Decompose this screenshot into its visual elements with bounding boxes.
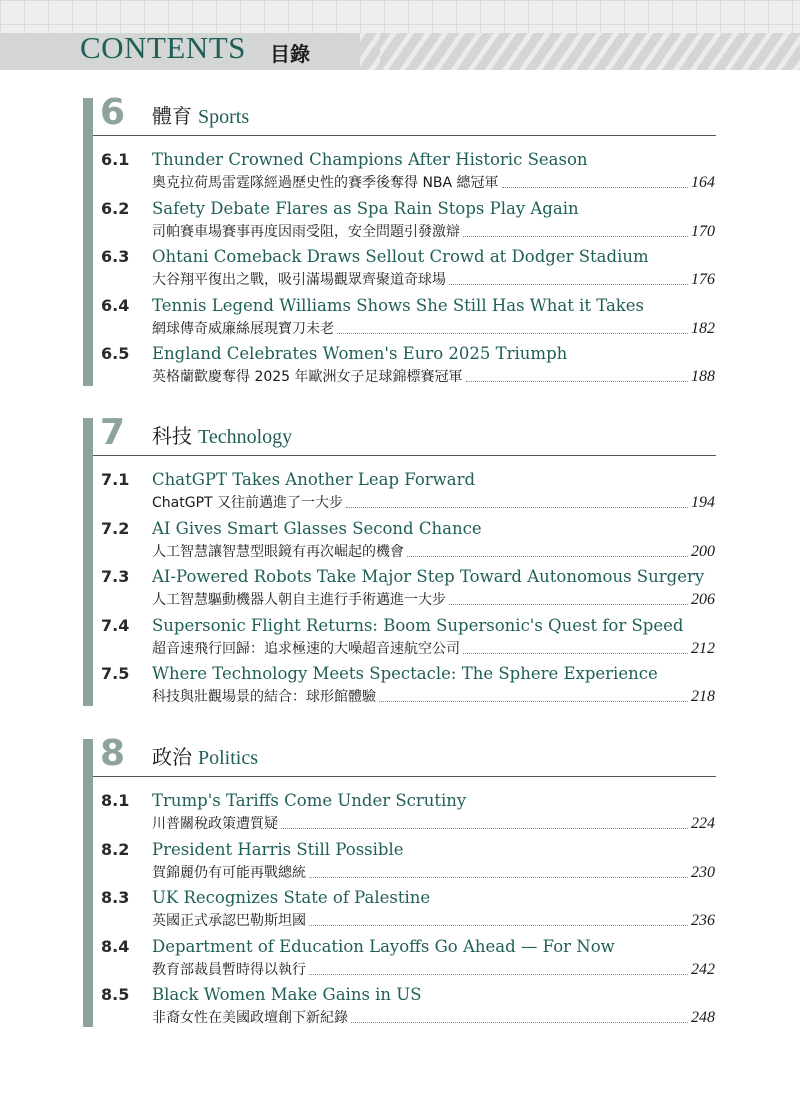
entry-page-number: 188: [691, 368, 715, 385]
entry-subtitle-row: [152, 589, 715, 609]
entry-page-number: 182: [691, 319, 715, 337]
entry-title-link[interactable]: Thunder Crowned Champions After Historic Season: [152, 150, 588, 169]
toc-entry[interactable]: [0, 199, 800, 247]
dot-leader: [466, 380, 688, 382]
toc-entry[interactable]: [0, 937, 800, 985]
entry-number: 7.1: [101, 470, 130, 489]
toc-entry[interactable]: [0, 567, 800, 615]
dot-leader: [502, 186, 688, 188]
dot-leader: [337, 332, 688, 334]
entry-subtitle-row: [152, 269, 715, 289]
entry-title-link[interactable]: Ohtani Comeback Draws Sellout Crowd at Dodger Stadium: [152, 247, 649, 266]
entry-page-number: 194: [691, 494, 715, 511]
entry-chinese-title: 非裔女性在美國政壇創下新紀錄: [152, 1010, 348, 1026]
entry-subtitle-row: [152, 862, 715, 882]
section-divider: [93, 135, 716, 136]
entry-chinese-title: 人工智慧讓智慧型眼鏡有再次崛起的機會: [152, 543, 404, 560]
entry-chinese-title: 人工智慧驅動機器人朝自主進行手術邁進一大步: [152, 592, 446, 608]
dot-leader: [309, 973, 688, 975]
section-number: 8: [100, 733, 126, 774]
entry-chinese-title: ChatGPT 又往前邁進了一大步: [152, 495, 344, 511]
toc-entry[interactable]: [0, 985, 800, 1033]
entry-number: 7.3: [101, 567, 130, 586]
section-1: [0, 412, 800, 718]
dot-leader: [463, 235, 688, 237]
dot-leader: [281, 827, 688, 829]
section-number: 7: [100, 412, 126, 453]
entry-title-link[interactable]: ChatGPT Takes Another Leap Forward: [152, 470, 476, 489]
section-heading-zh: 體育: [152, 106, 192, 128]
section-divider: [93, 776, 716, 777]
entry-title-link[interactable]: England Celebrates Women's Euro 2025 Triumph: [152, 344, 568, 363]
page-subtitle: 目錄: [270, 42, 310, 66]
dot-leader: [449, 603, 688, 605]
dot-leader: [379, 700, 688, 702]
entry-number: 7.5: [101, 664, 130, 683]
entry-chinese-title: 川普關稅政策遭質疑: [152, 816, 278, 832]
toc-entry[interactable]: [0, 616, 800, 664]
dot-leader: [463, 652, 688, 654]
toc-entry[interactable]: [0, 840, 800, 888]
entry-number: 8.5: [101, 985, 130, 1004]
entry-chinese-title: 大谷翔平復出之戰，吸引滿場觀眾齊聚道奇球場: [152, 272, 446, 288]
entry-number: 6.5: [101, 344, 130, 363]
entry-page-number: 242: [691, 960, 715, 978]
entry-chinese-title: 網球傳奇威廉絲展現寶刀未老: [152, 320, 334, 337]
section-heading: [152, 420, 292, 449]
section-heading-zh: 政治: [152, 747, 192, 769]
section-2: [0, 733, 800, 1039]
entry-title-link[interactable]: President Harris Still Possible: [152, 839, 404, 859]
entry-page-number: 230: [691, 863, 715, 881]
entry-subtitle-row: [152, 1007, 715, 1027]
dot-leader: [309, 924, 688, 926]
dot-leader: [351, 1021, 688, 1023]
entry-subtitle-row: [152, 813, 715, 833]
section-heading-zh: 科技: [152, 426, 192, 448]
entry-page-number: 164: [691, 174, 715, 191]
entry-page-number: 248: [691, 1009, 715, 1026]
entry-chinese-title: 司帕賽車場賽事再度因雨受阻，安全問題引發激辯: [152, 223, 460, 240]
dot-leader: [407, 555, 688, 557]
entry-title-link[interactable]: Department of Education Layoffs Go Ahead — For Now: [152, 936, 615, 956]
section-heading: [152, 741, 258, 770]
toc-entry[interactable]: [0, 247, 800, 295]
entry-title-link[interactable]: UK Recognizes State of Palestine: [152, 888, 431, 907]
section-heading: [152, 100, 249, 129]
section-0: [0, 92, 800, 398]
entry-title-link[interactable]: Black Women Make Gains in US: [152, 985, 422, 1004]
entry-title-link[interactable]: Safety Debate Flares as Spa Rain Stops Play Again: [152, 198, 579, 218]
entry-page-number: 212: [691, 639, 715, 657]
entry-number: 8.4: [101, 936, 130, 956]
entry-number: 6.4: [101, 295, 130, 315]
entry-page-number: 170: [691, 222, 715, 240]
entry-number: 6.1: [101, 150, 130, 169]
entry-subtitle-row: [152, 686, 715, 706]
entry-subtitle-row: [152, 910, 715, 930]
entry-chinese-title: 賀錦麗仍有可能再戰總統: [152, 864, 306, 881]
entry-subtitle-row: [152, 318, 715, 338]
toc-entry[interactable]: [0, 296, 800, 344]
section-divider: [93, 455, 716, 456]
entry-page-number: 236: [691, 912, 715, 929]
entry-subtitle-row: [152, 541, 715, 561]
entry-number: 8.2: [101, 839, 130, 859]
entry-page-number: 224: [691, 815, 715, 832]
entry-chinese-title: 教育部裁員暫時得以執行: [152, 961, 306, 978]
entry-subtitle-row: [152, 959, 715, 979]
section-heading-en: Politics: [198, 747, 259, 769]
entry-number: 7.2: [101, 518, 130, 538]
entry-page-number: 218: [691, 688, 715, 705]
entry-title-link[interactable]: Where Technology Meets Spectacle: The Sphere Experience: [152, 664, 658, 683]
entry-page-number: 200: [691, 542, 715, 560]
entry-title-link[interactable]: Trump's Tariffs Come Under Scrutiny: [152, 791, 467, 810]
dot-leader: [309, 876, 688, 878]
entry-page-number: 206: [691, 591, 715, 608]
toc-entry[interactable]: [0, 150, 800, 198]
entry-title-link[interactable]: AI Gives Smart Glasses Second Chance: [152, 518, 482, 538]
toc-entry[interactable]: [0, 519, 800, 567]
entry-title-link[interactable]: Supersonic Flight Returns: Boom Supersonic's Quest for Speed: [152, 615, 684, 635]
entry-number: 6.2: [101, 198, 130, 218]
toc-entry[interactable]: [0, 470, 800, 518]
toc-entry[interactable]: [0, 344, 800, 392]
entry-number: 7.4: [101, 615, 130, 635]
entry-title-link[interactable]: AI-Powered Robots Take Major Step Toward Autonomous Surgery: [152, 567, 705, 586]
entry-chinese-title: 超音速飛行回歸：追求極速的大噪超音速航空公司: [152, 640, 460, 657]
entry-number: 6.3: [101, 247, 130, 266]
entry-subtitle-row: [152, 366, 715, 386]
entry-number: 8.1: [101, 791, 130, 810]
entry-chinese-title: 英國正式承認巴勒斯坦國: [152, 913, 306, 929]
toc-entry[interactable]: [0, 664, 800, 712]
entry-number: 8.3: [101, 888, 130, 907]
entry-title-link[interactable]: Tennis Legend Williams Shows She Still Has What it Takes: [152, 295, 645, 315]
entry-page-number: 176: [691, 271, 715, 288]
dot-leader: [346, 506, 688, 508]
section-heading-en: Sports: [198, 106, 250, 128]
entry-subtitle-row: [152, 221, 715, 241]
entry-chinese-title: 科技與壯觀場景的結合：球形館體驗: [152, 689, 376, 705]
page-title: CONTENTS: [80, 30, 246, 65]
section-heading-en: Technology: [198, 426, 293, 448]
toc-entry[interactable]: [0, 888, 800, 936]
entry-chinese-title: 英格蘭歡慶奪得 2025 年歐洲女子足球錦標賽冠軍: [152, 369, 463, 385]
entry-subtitle-row: [152, 492, 715, 512]
section-number: 6: [100, 92, 126, 133]
entry-chinese-title: 奧克拉荷馬雷霆隊經過歷史性的賽季後奪得 NBA 總冠軍: [152, 175, 499, 191]
entry-subtitle-row: [152, 172, 715, 192]
entry-subtitle-row: [152, 638, 715, 658]
toc-entry[interactable]: [0, 791, 800, 839]
dot-leader: [449, 283, 688, 285]
